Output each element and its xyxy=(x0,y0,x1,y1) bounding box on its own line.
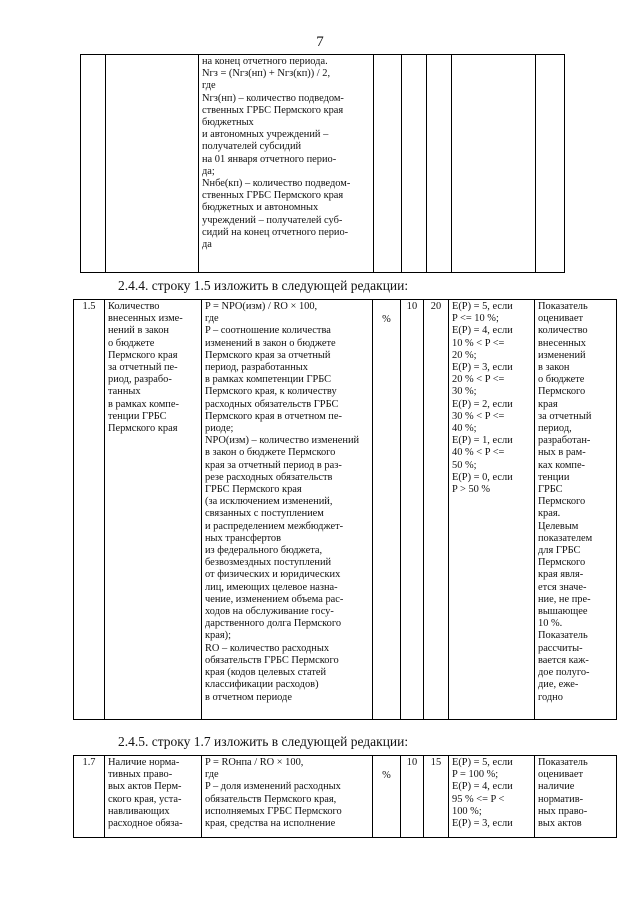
comment-line: вых актов xyxy=(538,818,582,830)
formula-line: связанных с поступлением xyxy=(205,508,324,520)
table-continued xyxy=(80,54,565,273)
comment-line: Пермского xyxy=(538,496,586,508)
score-line: 10 % < P <= xyxy=(452,337,505,349)
formula-line: Пермского края, к количеству xyxy=(205,386,337,398)
formula-line: и автономных учреждений – xyxy=(202,129,329,141)
weight: 10 xyxy=(401,756,424,838)
formula-line: получателей субсидий xyxy=(202,141,302,153)
score-line: 40 % < P <= xyxy=(452,447,505,459)
formula-line: из федерального бюджета, xyxy=(205,545,323,557)
score-line: 40 %; xyxy=(452,423,477,435)
cell-unit xyxy=(374,55,402,273)
score-line: 100 %; xyxy=(452,805,482,817)
score-line: E(P) = 5, если xyxy=(452,301,513,312)
max-score: 15 xyxy=(424,756,449,838)
score-line: E(P) = 1, если xyxy=(452,435,513,447)
table-row-1-7 xyxy=(73,755,617,838)
score-line: P > 50 % xyxy=(452,484,491,496)
score-line: E(P) = 4, если xyxy=(452,325,513,337)
formula-line: края); xyxy=(205,630,231,642)
formula-line: где xyxy=(202,80,216,92)
formula-line: в рамках компетенции ГРБС xyxy=(205,374,332,386)
cell-max xyxy=(427,55,452,273)
formula-line: (за исключением изменений, xyxy=(205,496,333,508)
formula-line: где xyxy=(205,769,219,781)
formula-line: на конец отчетного периода. xyxy=(202,56,328,67)
score-line: P <= 10 %; xyxy=(452,313,499,325)
formula-line: исполняемых ГРБС Пермского xyxy=(205,805,342,817)
section-heading-2-4-5: 2.4.5. строку 1.7 изложить в следующей редакции: xyxy=(118,734,409,749)
score-line: 50 %; xyxy=(452,459,477,471)
name-line: тивных право- xyxy=(108,769,173,781)
score-scale xyxy=(449,756,535,838)
cell-formula xyxy=(199,55,374,273)
comment-line: края xyxy=(538,398,558,410)
comment-line: за отчетный xyxy=(538,410,592,422)
formula-line: дарственного долга Пермского xyxy=(205,618,342,630)
formula-line: ГРБС Пермского края xyxy=(205,484,302,496)
formula-line: бюджетных xyxy=(202,117,254,129)
weight: 10 xyxy=(401,300,424,720)
formula-line: P – доля изменений расходных xyxy=(205,781,341,793)
row-number: 1.7 xyxy=(74,756,105,838)
comment-line: Целевым xyxy=(538,520,579,532)
section-heading-2-4-4: 2.4.4. строку 1.5 изложить в следующей редакции: xyxy=(118,278,409,293)
cell-num xyxy=(81,55,106,273)
comment-line: внесенных xyxy=(538,337,586,349)
comment-line: разработан- xyxy=(538,435,591,447)
formula-line: сидий на конец отчетного перио- xyxy=(202,226,349,238)
score-line: E(P) = 3, если xyxy=(452,818,513,830)
formula-line: риоде; xyxy=(205,423,234,435)
score-line: 30 % < P <= xyxy=(452,410,505,422)
formula-line: расходных обязательств ГРБС xyxy=(205,398,339,410)
formula-line: Nгз = (Nгз(нп) + Nгз(кп)) / 2, xyxy=(202,68,331,80)
name-line: танных xyxy=(108,386,141,398)
name-line: расходное обяза- xyxy=(108,818,183,830)
comment-line: дие, еже- xyxy=(538,679,579,691)
formula-line: обязательств ГРБС Пермского xyxy=(205,654,339,666)
page-number: 7 xyxy=(316,34,324,50)
formula-line: P = NРО(изм) / RO × 100, xyxy=(205,301,318,312)
comment-line: вается каж- xyxy=(538,654,589,666)
comment-line: вышающее xyxy=(538,606,588,618)
comment-line: ных право- xyxy=(538,805,588,817)
name-line: внесенных изме- xyxy=(108,313,183,325)
formula-line: края, средства на исполнение xyxy=(205,818,336,830)
name-line: Пермского края xyxy=(108,349,178,361)
comment-line: тенции xyxy=(538,471,570,483)
formula-line: обязательств Пермского края, xyxy=(205,793,337,805)
comment-line: количество xyxy=(538,325,588,337)
name-line: тенции ГРБС xyxy=(108,410,167,422)
formula-line: RO – количество расходных xyxy=(205,642,330,654)
unit: % xyxy=(373,756,401,838)
formula-line: на 01 января отчетного перио- xyxy=(202,153,337,165)
comment-line: годно xyxy=(538,691,563,703)
cell-weight xyxy=(402,55,427,273)
score-line: 30 %; xyxy=(452,386,477,398)
formula-line: ных трансфертов xyxy=(205,532,282,544)
formula-line: период, разработанных xyxy=(205,362,308,374)
comment-line: ние, не пре- xyxy=(538,593,591,605)
comment-line: ГРБС xyxy=(538,484,563,496)
comment-line: ных в рам- xyxy=(538,447,586,459)
name-line: нений в закон xyxy=(108,325,169,337)
comment-line: Показатель xyxy=(538,301,588,312)
formula-line: чение, изменением объема рас- xyxy=(205,593,344,605)
comment-line: Показатель xyxy=(538,757,588,768)
comment-line: период, xyxy=(538,423,572,435)
score-scale xyxy=(449,300,535,720)
comment-line: 10 %. xyxy=(538,618,563,630)
name-line: Пермского края xyxy=(108,423,178,435)
formula-line: в отчетном периоде xyxy=(205,691,292,703)
formula-line: P – соотношение количества xyxy=(205,325,331,337)
formula-line: да xyxy=(202,239,212,251)
formula-line: Пермского края в отчетном пе- xyxy=(205,410,342,422)
comment-line: ется значе- xyxy=(538,581,587,593)
formula-line: и распределением межбюджет- xyxy=(205,520,344,532)
indicator-name xyxy=(105,300,202,720)
formula-line: классификации расходов) xyxy=(205,679,319,691)
table-row-1-5 xyxy=(73,299,617,720)
comment-line: показателем xyxy=(538,532,593,544)
formula-line: Nгз(нп) – количество подведом- xyxy=(202,92,344,104)
name-line: ского края, уста- xyxy=(108,793,182,805)
comment-line: норматив- xyxy=(538,793,584,805)
comment-line: в закон xyxy=(538,362,570,374)
comment-line: рассчиты- xyxy=(538,642,583,654)
score-line: E(P) = 4, если xyxy=(452,781,513,793)
indicator-formula xyxy=(202,756,373,838)
name-line: риод, разрабо- xyxy=(108,374,172,386)
formula-line: изменений в закон о бюджете xyxy=(205,337,336,349)
formula-line: P = ROнпа / RO × 100, xyxy=(205,757,304,768)
comment-line: наличие xyxy=(538,781,575,793)
cell-comment xyxy=(536,55,565,273)
max-score: 20 xyxy=(424,300,449,720)
formula-line: ственных ГРБС Пермского края xyxy=(202,104,344,116)
name-line: в рамках компе- xyxy=(108,398,179,410)
comment-line: ках компе- xyxy=(538,459,586,471)
cell-score xyxy=(452,55,536,273)
formula-line: ственных ГРБС Пермского края xyxy=(202,190,344,202)
formula-line: Nнбе(кп) – количество подведом- xyxy=(202,178,351,190)
name-line: навливающих xyxy=(108,805,170,817)
unit: % xyxy=(373,300,401,720)
formula-line: от физических и юридических xyxy=(205,569,341,581)
score-line: 20 %; xyxy=(452,349,477,361)
name-line: Наличие норма- xyxy=(108,757,180,768)
formula-line: где xyxy=(205,313,219,325)
comment-line: оценивает xyxy=(538,769,584,781)
row-number: 1.5 xyxy=(74,300,105,720)
name-line: Количество xyxy=(108,301,160,312)
name-line: вых актов Перм- xyxy=(108,781,182,793)
comment-line: края явля- xyxy=(538,569,584,581)
formula-line: учреждений – получателей суб- xyxy=(202,214,343,226)
name-line: за отчетный пе- xyxy=(108,362,178,374)
score-line: E(P) = 5, если xyxy=(452,757,513,768)
comment-line: для ГРБС xyxy=(538,545,581,557)
comment-line: Пермского xyxy=(538,557,586,569)
indicator-name xyxy=(105,756,202,838)
formula-line: да; xyxy=(202,165,215,177)
comment-line: дое полуго- xyxy=(538,667,590,679)
formula-line: края за отчетный период в раз- xyxy=(205,459,342,471)
formula-line: резе расходных обязательств xyxy=(205,471,333,483)
name-line: о бюджете xyxy=(108,337,155,349)
score-line: 20 % < P <= xyxy=(452,374,505,386)
comment-line: края. xyxy=(538,508,561,520)
comment-line: Пермского xyxy=(538,386,586,398)
comment xyxy=(535,300,617,720)
score-line: 95 % <= P < xyxy=(452,793,505,805)
formula-line: бюджетных и автономных xyxy=(202,202,319,214)
formula-line: безвозмездных поступлений xyxy=(205,557,332,569)
formula-line: в закон о бюджете Пермского xyxy=(205,447,336,459)
formula-line: ходов на обслуживание госу- xyxy=(205,606,334,618)
indicator-formula xyxy=(202,300,373,720)
comment-line: изменений xyxy=(538,349,586,361)
comment xyxy=(535,756,617,838)
cell-name xyxy=(106,55,199,273)
score-line: P = 100 %; xyxy=(452,769,499,781)
formula-line: Пермского края за отчетный xyxy=(205,349,331,361)
comment-line: о бюджете xyxy=(538,374,585,386)
formula-line: NРО(изм) – количество изменений xyxy=(205,435,360,447)
comment-line: оценивает xyxy=(538,313,584,325)
comment-line: Показатель xyxy=(538,630,588,642)
score-line: E(P) = 3, если xyxy=(452,362,513,374)
score-line: E(P) = 0, если xyxy=(452,471,513,483)
score-line: E(P) = 2, если xyxy=(452,398,513,410)
formula-line: лиц, имеющих целевое назна- xyxy=(205,581,338,593)
formula-line: края (кодов целевых статей xyxy=(205,667,327,679)
